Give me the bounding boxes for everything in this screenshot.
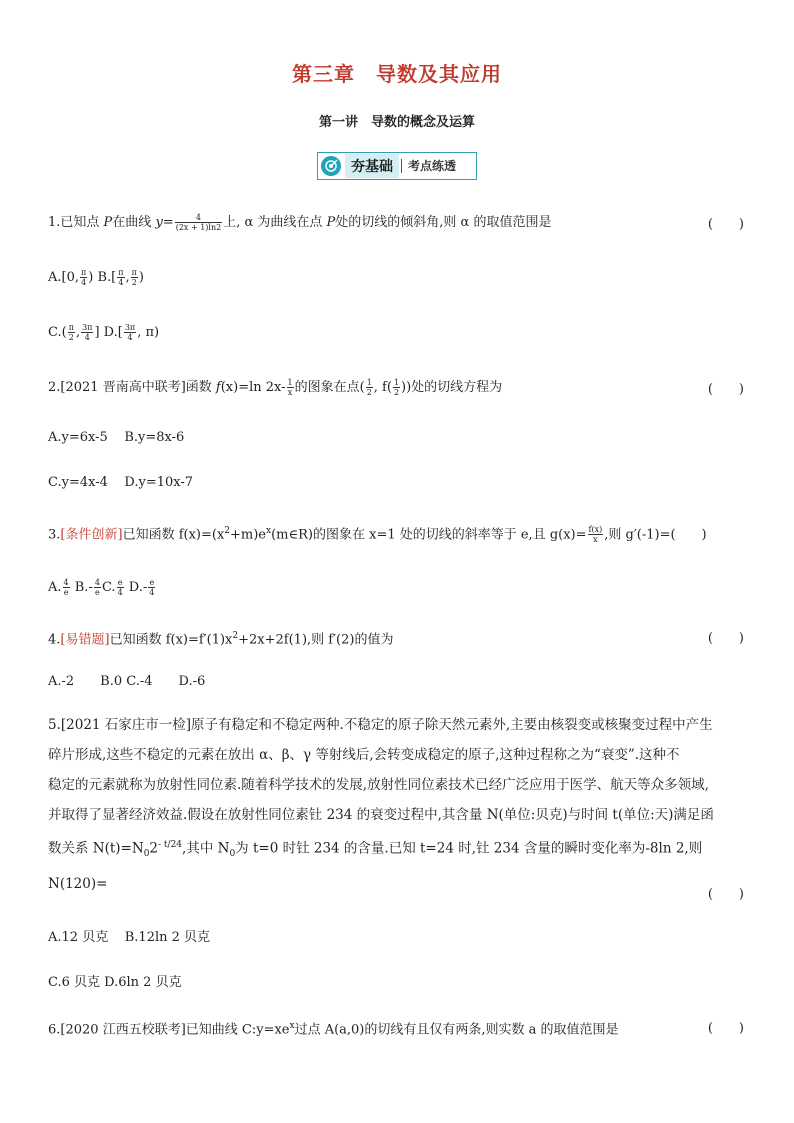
q1-options-ab: A.[0, $\frac{\pi}{4}$ ) B.[ $\frac{\pi}{4}$ , $\frac{\pi}{2}$ ) bbox=[48, 268, 144, 287]
q1-answer-paren: ( ) bbox=[707, 217, 744, 232]
question-3-stem: 3.[条件创新]已知函数 $f(x)=(x^2+m)e^x(m\in R)$的图象在 x=1 处的切线的斜率等于 e,且 g(x)= $\frac{f(x)}{x}$ ,则 g′(-1)=( ) bbox=[48, 525, 707, 545]
q5-answer-paren: ( ) bbox=[707, 887, 744, 902]
question-4-stem: 4.[易错题]已知函数 $f(x)=f'(1)x^2+2x+2f(1)$,则 f′(2)的值为 bbox=[48, 631, 394, 648]
q1-options-cd: C.( $\frac{\pi}{2}$ , $\frac{3\pi}{4}$ ] D.[ $\frac{3\pi}{4}$ , π) bbox=[48, 323, 160, 342]
q4-answer-paren: ( ) bbox=[707, 631, 744, 646]
q3-options: A. $\frac{4}{e}$ B.- $\frac{4}{e}$ C. $\frac{e}{4}$ D.- $\frac{e}{4}$ bbox=[48, 578, 155, 597]
q6-answer-paren: ( ) bbox=[707, 1021, 744, 1036]
q3-tag: [条件创新] bbox=[60, 527, 123, 543]
q4-options: A.-2 B.0 C.-4 D.-6 bbox=[48, 674, 206, 689]
target-icon bbox=[321, 156, 341, 176]
q4-tag: [易错题] bbox=[60, 632, 110, 648]
chapter-title: 第三章 导数及其应用 bbox=[292, 62, 502, 86]
q5-options-cd: C.6 贝克 D.6ln 2 贝克 bbox=[48, 975, 182, 990]
question-1-stem: 1.已知点 P在曲线 y= $\frac{4}{(2x + 1)\ln 2}$ 上, α 为曲线在点 P处的切线的倾斜角,则 α 的取值范围是 bbox=[48, 213, 552, 232]
question-6-stem: 6.[2020 江西五校联考]已知曲线 $C:y=xe^x$过点 A(a,0)的切线有且仅有两条,则实数 a 的取值范围是 bbox=[48, 1021, 619, 1038]
lesson-title: 第一讲 导数的概念及运算 bbox=[318, 115, 475, 130]
question-5-stem bbox=[48, 710, 748, 899]
q5-line-2: 碎片形成,这些不稳定的元素在放出 α、β、γ 等射线后,会转变成稳定的原子,这种过程称之为“衰变”.这种不 bbox=[48, 747, 680, 763]
q2-options-ab: A.y=6x-5 B.y=8x-6 bbox=[48, 430, 185, 445]
q2-options-cd: C.y=4x-4 D.y=10x-7 bbox=[48, 475, 194, 490]
section-badge bbox=[317, 152, 477, 180]
badge-sub-label: 考点练透 bbox=[401, 159, 462, 173]
q5-options-ab: A.12 贝克 B.12ln 2 贝克 bbox=[48, 930, 211, 945]
q5-line-4: 并取得了显著经济效益.假设在放射性同位素钍 234 的衰变过程中,其含量 N(单位:贝克)与时间 t(单位:天)满足函 bbox=[48, 807, 714, 823]
q5-line-5: 数关系 $N(t)=N_02^{- t/24}$,其中 $N_0$为 t=0 时钍 234 的含量.已知 t=24 时,钍 234 含量的瞬时变化率为-8ln 2,则 N(120)= bbox=[48, 840, 703, 893]
q2-answer-paren: ( ) bbox=[707, 382, 744, 397]
q5-line-3: 稳定的元素就称为放射性同位素.随着科学技术的发展,放射性同位素技术已经广泛应用于医学、航天等众多领域, bbox=[48, 777, 709, 793]
q1-fraction: $\frac{4}{(2x + 1)\ln 2}$ bbox=[175, 213, 222, 232]
question-2-stem: 2.[2021 晋南高中联考]函数 f(x)=ln 2x- $\frac{1}{x}$ 的图象在点( $\frac{1}{2}$ , f( $\frac{1}{2}$ ))处的切线方程为 bbox=[48, 378, 503, 397]
q5-line-1: 5.[2021 石家庄市一检]原子有稳定和不稳定两种.不稳定的原子除天然元素外,主要由核裂变或核聚变过程中产生 bbox=[48, 717, 713, 733]
badge-main-label: 夯基础 bbox=[345, 154, 399, 178]
